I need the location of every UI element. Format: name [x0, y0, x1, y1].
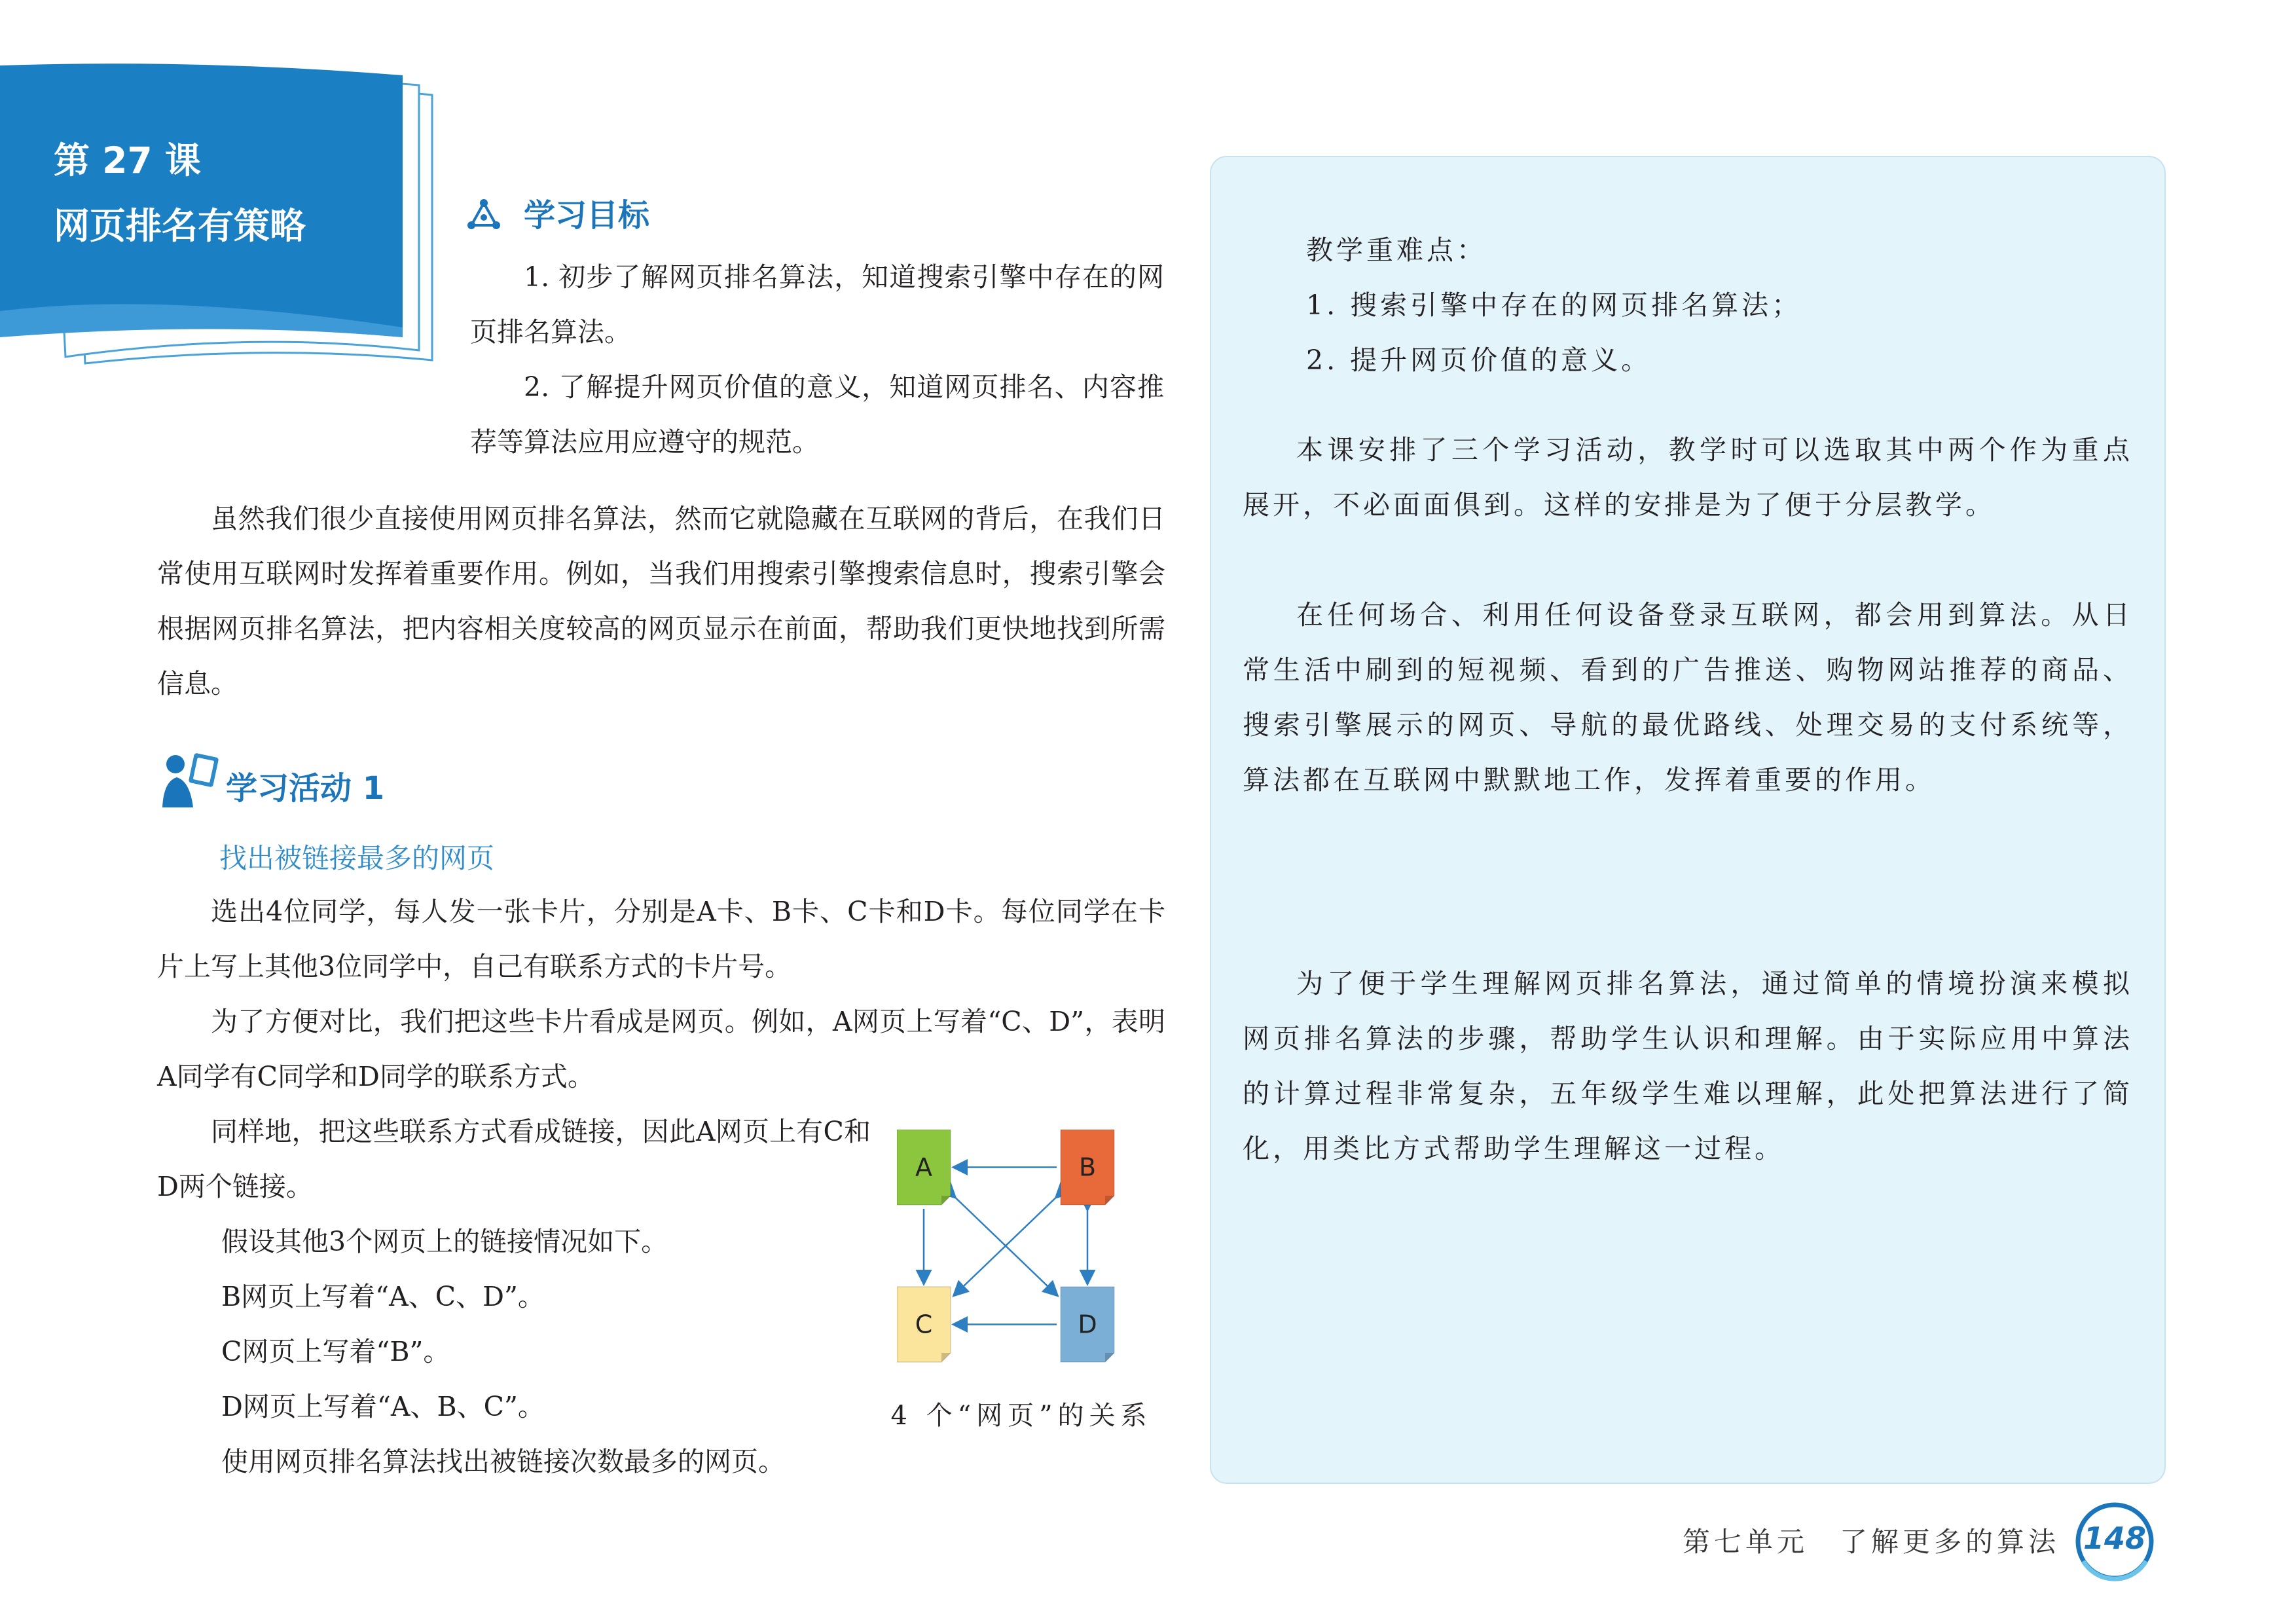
activity-paragraph: B网页上写着“A、C、D”。 [221, 1281, 545, 1312]
student-reading-icon [157, 750, 223, 809]
activity-paragraph: 假设其他3个网页上的链接情况如下。 [221, 1226, 668, 1257]
activity-paragraph: 选出4位同学，每人发一张卡片，分别是A卡、B卡、C卡和D卡。每位同学在卡片上写上其他3位同学中，自己有联系方式的卡片号。 [157, 896, 1165, 982]
lesson-title: 网页排名有策略 [54, 205, 306, 247]
page-node-label: B [1078, 1153, 1097, 1182]
page-number: 148 [2083, 1521, 2147, 1556]
lesson-heading [54, 128, 306, 259]
link-diagram [897, 1130, 1133, 1388]
page-node-label: A [915, 1153, 932, 1182]
teacher-note: 在任何场合、利用任何设备登录互联网，都会用到算法。从日常生活中刷到的短视频、看到的广告推送、购物网站推荐的商品、搜索引擎展示的网页、导航的最优路线、处理交易的支付系统等，算法都在互联网中默默地工作，发挥着重要的作用。 [1243, 599, 2133, 796]
page-node-label: C [915, 1310, 933, 1339]
lesson-number: 第 27 课 [54, 139, 201, 181]
activity-paragraph: D网页上写着“A、B、C”。 [221, 1391, 545, 1422]
intro-paragraph: 虽然我们很少直接使用网页排名算法，然而它就隐藏在互联网的背后，在我们日常使用互联网时发挥着重要作用。例如，当我们用搜索引擎搜索信息时，搜索引擎会根据网页排名算法，把内容相关度较高的网页显示在前面，帮助我们更快地找到所需信息。 [157, 503, 1165, 699]
page-node-c [897, 1287, 951, 1362]
key-point-item: 1. 搜索引擎中存在的网页排名算法； [1306, 289, 1802, 321]
key-points-title: 教学重难点： [1306, 234, 1487, 266]
activity-subheading: 找出被链接最多的网页 [219, 842, 495, 874]
teacher-note: 本课安排了三个学习活动，教学时可以选取其中两个作为重点展开，不必面面俱到。这样的安排是为了便于分层教学。 [1243, 434, 2133, 521]
activity-paragraph: 同样地，把这些联系方式看成链接，因此A网页上有C和D两个链接。 [157, 1116, 871, 1202]
activity-paragraph: 使用网页排名算法找出被链接次数最多的网页。 [221, 1446, 785, 1477]
page-node-label: D [1078, 1310, 1097, 1339]
key-point-item: 2. 提升网页价值的意义。 [1306, 344, 1652, 376]
page-node-a [897, 1130, 951, 1205]
activity-paragraph: C网页上写着“B”。 [221, 1336, 450, 1367]
teacher-note: 为了便于学生理解网页排名算法，通过简单的情境扮演来模拟网页排名算法的步骤，帮助学生认识和理解。由于实际应用中算法的计算过程非常复杂，五年级学生难以理解，此处把算法进行了简化，用类比方式帮助学生理解这一过程。 [1243, 968, 2133, 1164]
objective-item: 2. 了解提升网页价值的意义，知道网页排名、内容推荐等算法应用应遵守的规范。 [470, 371, 1164, 458]
objectives-icon [466, 198, 501, 231]
page-node-d [1061, 1287, 1114, 1362]
objectives-heading: 学习目标 [524, 197, 650, 234]
activity-heading: 学习活动 1 [226, 770, 385, 807]
activity-paragraph: 为了方便对比，我们把这些卡片看成是网页。例如，A网页上写着“C、D”，表明A同学有C同学和D同学的联系方式。 [157, 1006, 1165, 1092]
page-node-b [1061, 1130, 1114, 1205]
diagram-caption: 4 个“网页”的关系 [890, 1401, 1152, 1431]
objective-item: 1. 初步了解网页排名算法，知道搜索引擎中存在的网页排名算法。 [470, 261, 1164, 348]
footer-unit-title: 第七单元 了解更多的算法 [1683, 1526, 2060, 1558]
